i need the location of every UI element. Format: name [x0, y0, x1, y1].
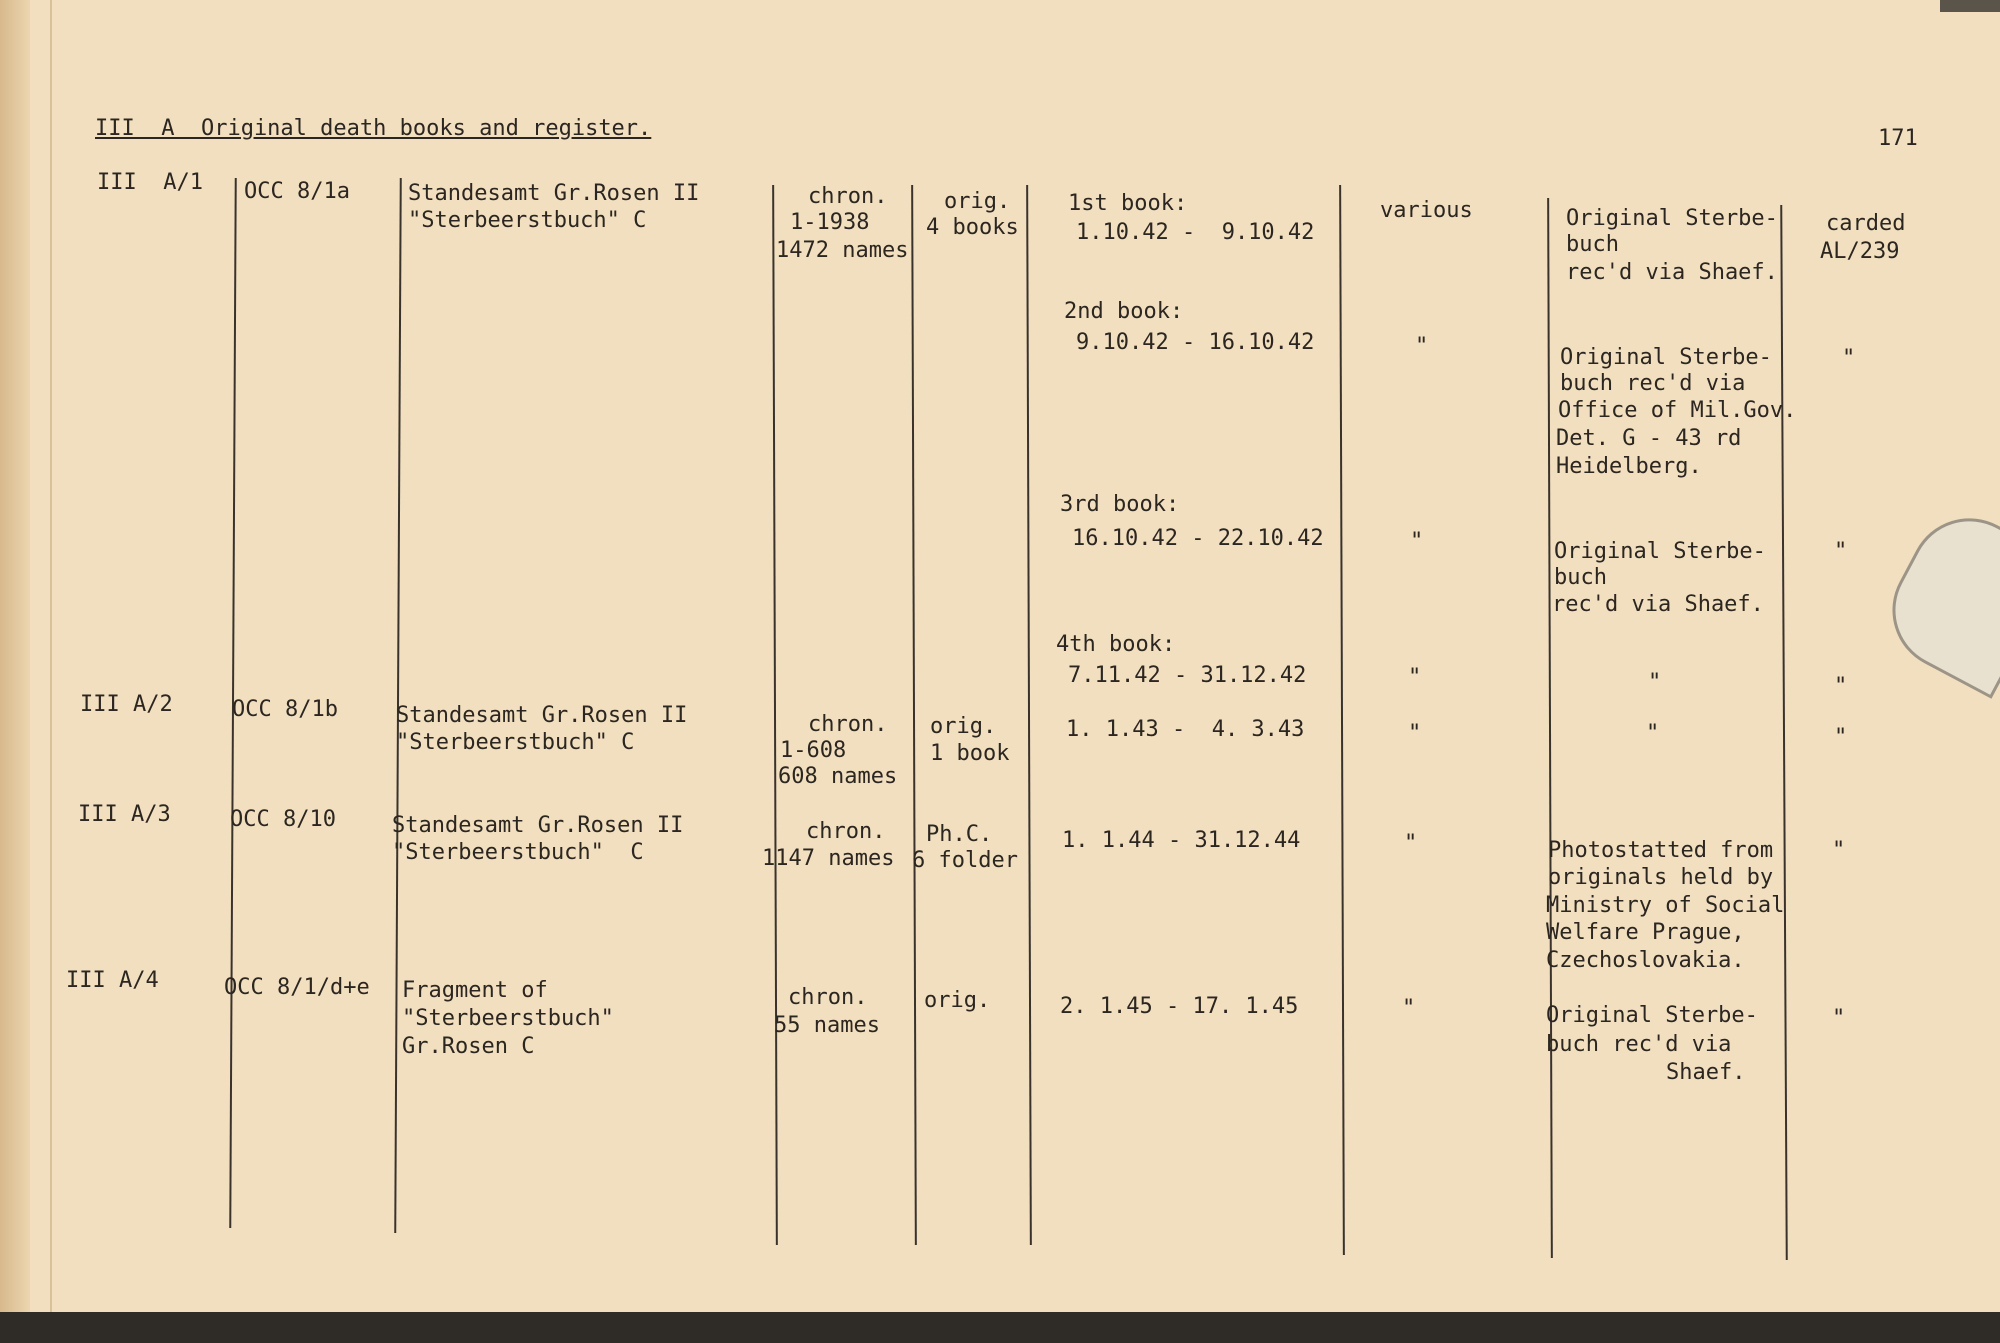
remarks-line: Heidelberg. [1556, 454, 1702, 479]
remarks-line: Ministry of Social [1546, 893, 1785, 918]
entry-title-line: Gr.Rosen C [402, 1034, 535, 1059]
column-rule-7 [1547, 198, 1553, 1258]
column-rule-5 [1026, 185, 1032, 1245]
entry-arrangement: 1472 names [776, 238, 909, 263]
entry-form: Ph.C. [926, 822, 993, 847]
entry-dates: 1. 1.44 - 31.12.44 [1062, 828, 1301, 853]
entry-form: 6 folder [912, 848, 1018, 873]
remarks-line: buch [1566, 232, 1619, 257]
remarks-line: Original Sterbe- [1554, 539, 1766, 564]
entry-id: III A/4 [66, 968, 159, 993]
book-label: 4th book: [1056, 632, 1176, 657]
page-heading: III A Original death books and register. [95, 116, 652, 141]
book-dates: 7.11.42 - 31.12.42 [1068, 663, 1307, 688]
status-cell: " [1834, 674, 1848, 699]
status-cell: carded [1826, 211, 1906, 236]
entry-arrangement: chron. [788, 985, 868, 1010]
source-cell: " [1408, 665, 1422, 690]
remarks-line: rec'd via Shaef. [1552, 592, 1764, 617]
column-rule-8 [1780, 205, 1788, 1260]
entry-arrangement: chron. [808, 712, 888, 737]
entry-dates: 2. 1.45 - 17. 1.45 [1060, 994, 1299, 1019]
entry-arrangement: chron. [806, 819, 886, 844]
entry-title-line: "Sterbeerstbuch" C [392, 840, 644, 865]
entry-form: orig. [924, 988, 991, 1013]
source-cell: " [1415, 334, 1429, 359]
status-cell: " [1832, 838, 1846, 863]
entry-id: III A/2 [80, 692, 173, 717]
remarks-line: Shaef. [1666, 1060, 1746, 1085]
entry-occ: OCC 8/10 [230, 807, 336, 832]
entry-arrangement: 1147 names [762, 846, 895, 871]
book-label: 2nd book: [1064, 299, 1184, 324]
remarks-line: " [1646, 721, 1660, 746]
status-cell: " [1834, 539, 1848, 564]
remarks-line: Det. G - 43 rd [1556, 426, 1742, 451]
remarks-line: Photostatted from [1548, 838, 1774, 863]
entry-arrangement: 55 names [774, 1013, 880, 1038]
source-cell: " [1404, 831, 1418, 856]
margin-line [50, 0, 52, 1343]
remarks-line: Original Sterbe- [1560, 345, 1772, 370]
entry-id: III A/1 [97, 170, 203, 195]
entry-arrangement: 1-1938 [790, 210, 870, 235]
entry-occ: OCC 8/1a [244, 179, 350, 204]
page-edge-bottom [0, 1312, 2000, 1343]
page-edge-left [0, 0, 30, 1343]
entry-title-line: "Sterbeerstbuch" C [396, 730, 635, 755]
entry-occ: OCC 8/1b [232, 697, 338, 722]
remarks-line: buch rec'd via [1546, 1032, 1732, 1057]
remarks-line: buch rec'd via [1560, 371, 1746, 396]
remarks-line: rec'd via Shaef. [1566, 260, 1778, 285]
book-dates: 1.10.42 - 9.10.42 [1076, 220, 1315, 245]
book-label: 1st book: [1068, 191, 1188, 216]
source-cell: " [1408, 721, 1422, 746]
status-cell: AL/239 [1820, 239, 1900, 264]
source-cell: " [1410, 529, 1424, 554]
binder-clip [1871, 497, 2000, 699]
column-rule-4 [911, 185, 917, 1245]
status-cell: " [1834, 725, 1848, 750]
source-cell: " [1402, 996, 1416, 1021]
page-number: 171 [1878, 126, 1918, 151]
entry-title-line: Standesamt Gr.Rosen II [408, 181, 700, 206]
entry-title-line: Standesamt Gr.Rosen II [392, 813, 684, 838]
entry-title-line: "Sterbeerstbuch" C [408, 208, 647, 233]
remarks-line: Original Sterbe- [1546, 1003, 1758, 1028]
remarks-line: originals held by [1548, 865, 1774, 890]
column-rule-3 [772, 185, 778, 1245]
book-label: 3rd book: [1060, 492, 1180, 517]
entry-dates: 1. 1.43 - 4. 3.43 [1066, 717, 1305, 742]
remarks-line: " [1648, 670, 1662, 695]
entry-id: III A/3 [78, 802, 171, 827]
status-cell: " [1832, 1006, 1846, 1031]
entry-form: 1 book [930, 741, 1010, 766]
entry-title-line: Fragment of [402, 978, 548, 1003]
status-cell: " [1842, 346, 1856, 371]
entry-arrangement: chron. [808, 184, 888, 209]
entry-title-line: Standesamt Gr.Rosen II [396, 703, 688, 728]
entry-form: orig. [944, 189, 1011, 214]
source-cell: various [1380, 198, 1473, 223]
remarks-line: Welfare Prague, [1546, 920, 1745, 945]
entry-arrangement: 608 names [778, 764, 898, 789]
remarks-line: Original Sterbe- [1566, 206, 1778, 231]
entry-title-line: "Sterbeerstbuch" [402, 1006, 614, 1031]
book-dates: 9.10.42 - 16.10.42 [1076, 330, 1315, 355]
page-corner [1940, 0, 2000, 12]
entry-occ: OCC 8/1/d+e [224, 975, 370, 1000]
remarks-line: Office of Mil.Gov. [1558, 398, 1797, 423]
entry-form: orig. [930, 714, 997, 739]
book-dates: 16.10.42 - 22.10.42 [1072, 526, 1324, 551]
remarks-line: Czechoslovakia. [1546, 948, 1745, 973]
column-rule-6 [1339, 185, 1345, 1255]
entry-form: 4 books [926, 215, 1019, 240]
remarks-line: buch [1554, 565, 1607, 590]
entry-arrangement: 1-608 [780, 738, 847, 763]
